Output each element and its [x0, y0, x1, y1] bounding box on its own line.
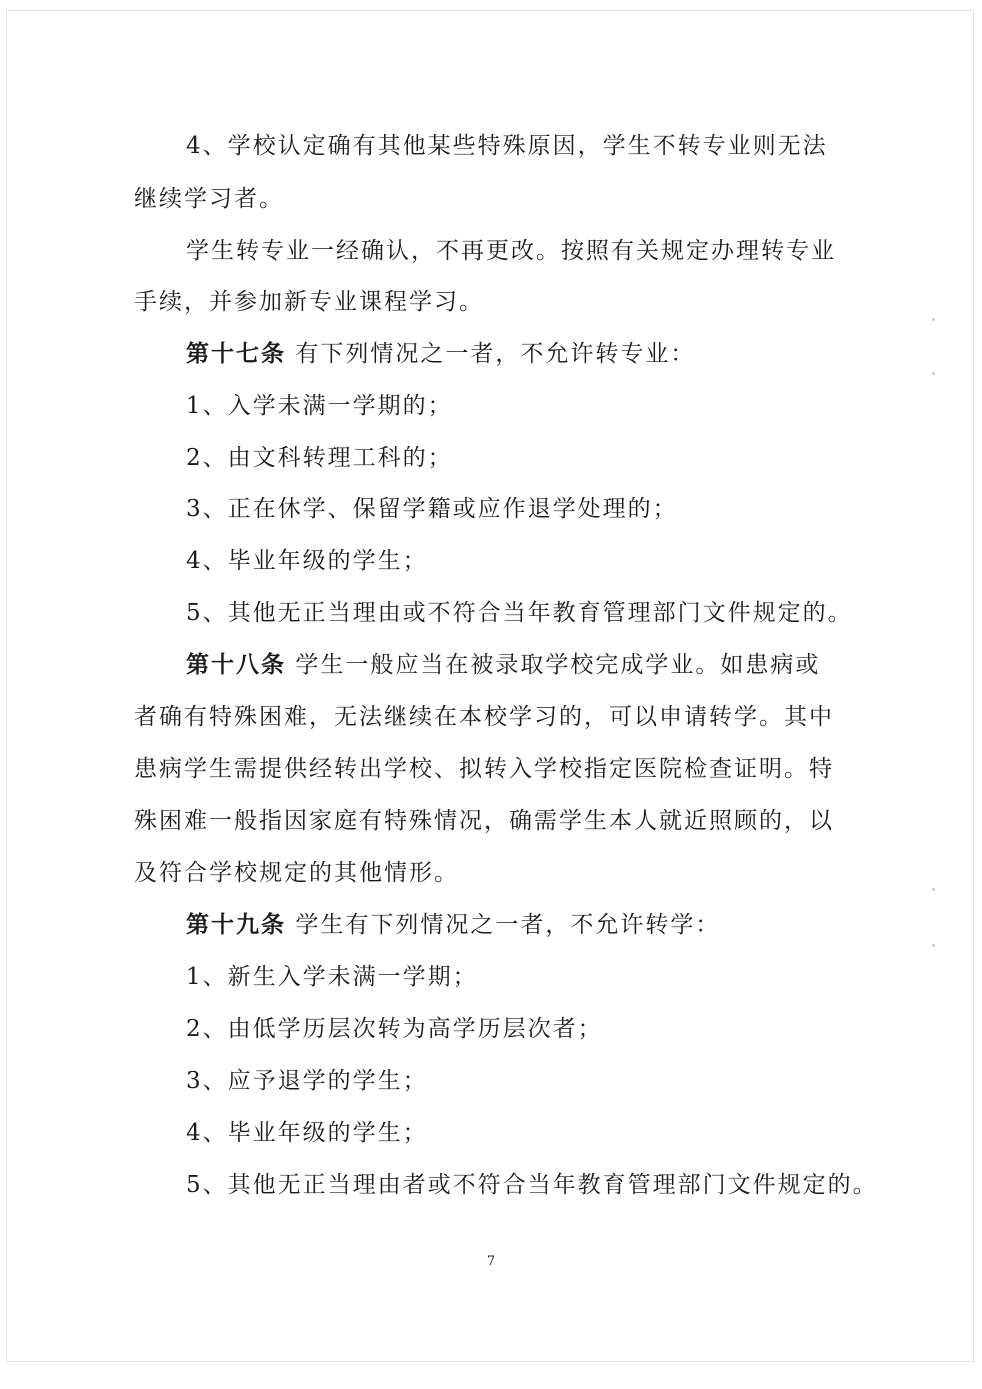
list-item: 3、应予退学的学生；	[186, 1068, 428, 1094]
article-17-heading: 第十七条	[186, 340, 286, 367]
scan-mark	[932, 318, 935, 321]
article-17-text: 有下列情况之一者，不允许转专业：	[295, 341, 696, 367]
list-item: 5、其他无正当理由者或不符合当年教育管理部门文件规定的。	[186, 1172, 878, 1198]
list-item: 1、入学未满一学期的；	[186, 393, 453, 419]
list-item: 5、其他无正当理由或不符合当年教育管理部门文件规定的。	[186, 600, 853, 626]
scan-mark	[932, 372, 935, 375]
scan-mark	[932, 888, 935, 891]
text-line: 者确有特殊困难，无法继续在本校学习的，可以申请转学。其中	[134, 704, 834, 730]
text-line: 殊困难一般指因家庭有特殊情况，确需学生本人就近照顾的，以	[134, 808, 834, 834]
article-18-heading: 第十八条	[186, 651, 286, 678]
text-line: 继续学习者。	[134, 186, 284, 212]
article-19-text: 学生有下列情况之一者，不允许转学：	[295, 912, 721, 938]
article-18-text: 学生一般应当在被录取学校完成学业。如患病或	[295, 652, 821, 678]
text-line: 患病学生需提供经转出学校、拟转入学校指定医院检查证明。特	[134, 756, 834, 782]
list-item: 3、正在休学、保留学籍或应作退学处理的；	[186, 496, 678, 522]
article-18-line	[186, 650, 820, 680]
list-item: 2、由文科转理工科的；	[186, 445, 453, 471]
text-line: 学生转专业一经确认，不再更改。按照有关规定办理转专业	[186, 238, 836, 264]
page-number: 7	[486, 1254, 496, 1269]
scan-mark	[932, 944, 935, 947]
text-line: 及符合学校规定的其他情形。	[134, 860, 459, 886]
list-item: 2、由低学历层次转为高学历层次者；	[186, 1016, 603, 1042]
list-item: 4、毕业年级的学生；	[186, 548, 428, 574]
article-19-line	[186, 910, 720, 940]
article-17-line	[186, 339, 695, 369]
list-item: 1、新生入学未满一学期；	[186, 964, 478, 990]
article-19-heading: 第十九条	[186, 911, 286, 938]
list-item: 4、毕业年级的学生；	[186, 1120, 428, 1146]
text-line: 手续，并参加新专业课程学习。	[134, 289, 484, 315]
text-line: 4、学校认定确有其他某些特殊原因，学生不转专业则无法	[186, 133, 828, 159]
